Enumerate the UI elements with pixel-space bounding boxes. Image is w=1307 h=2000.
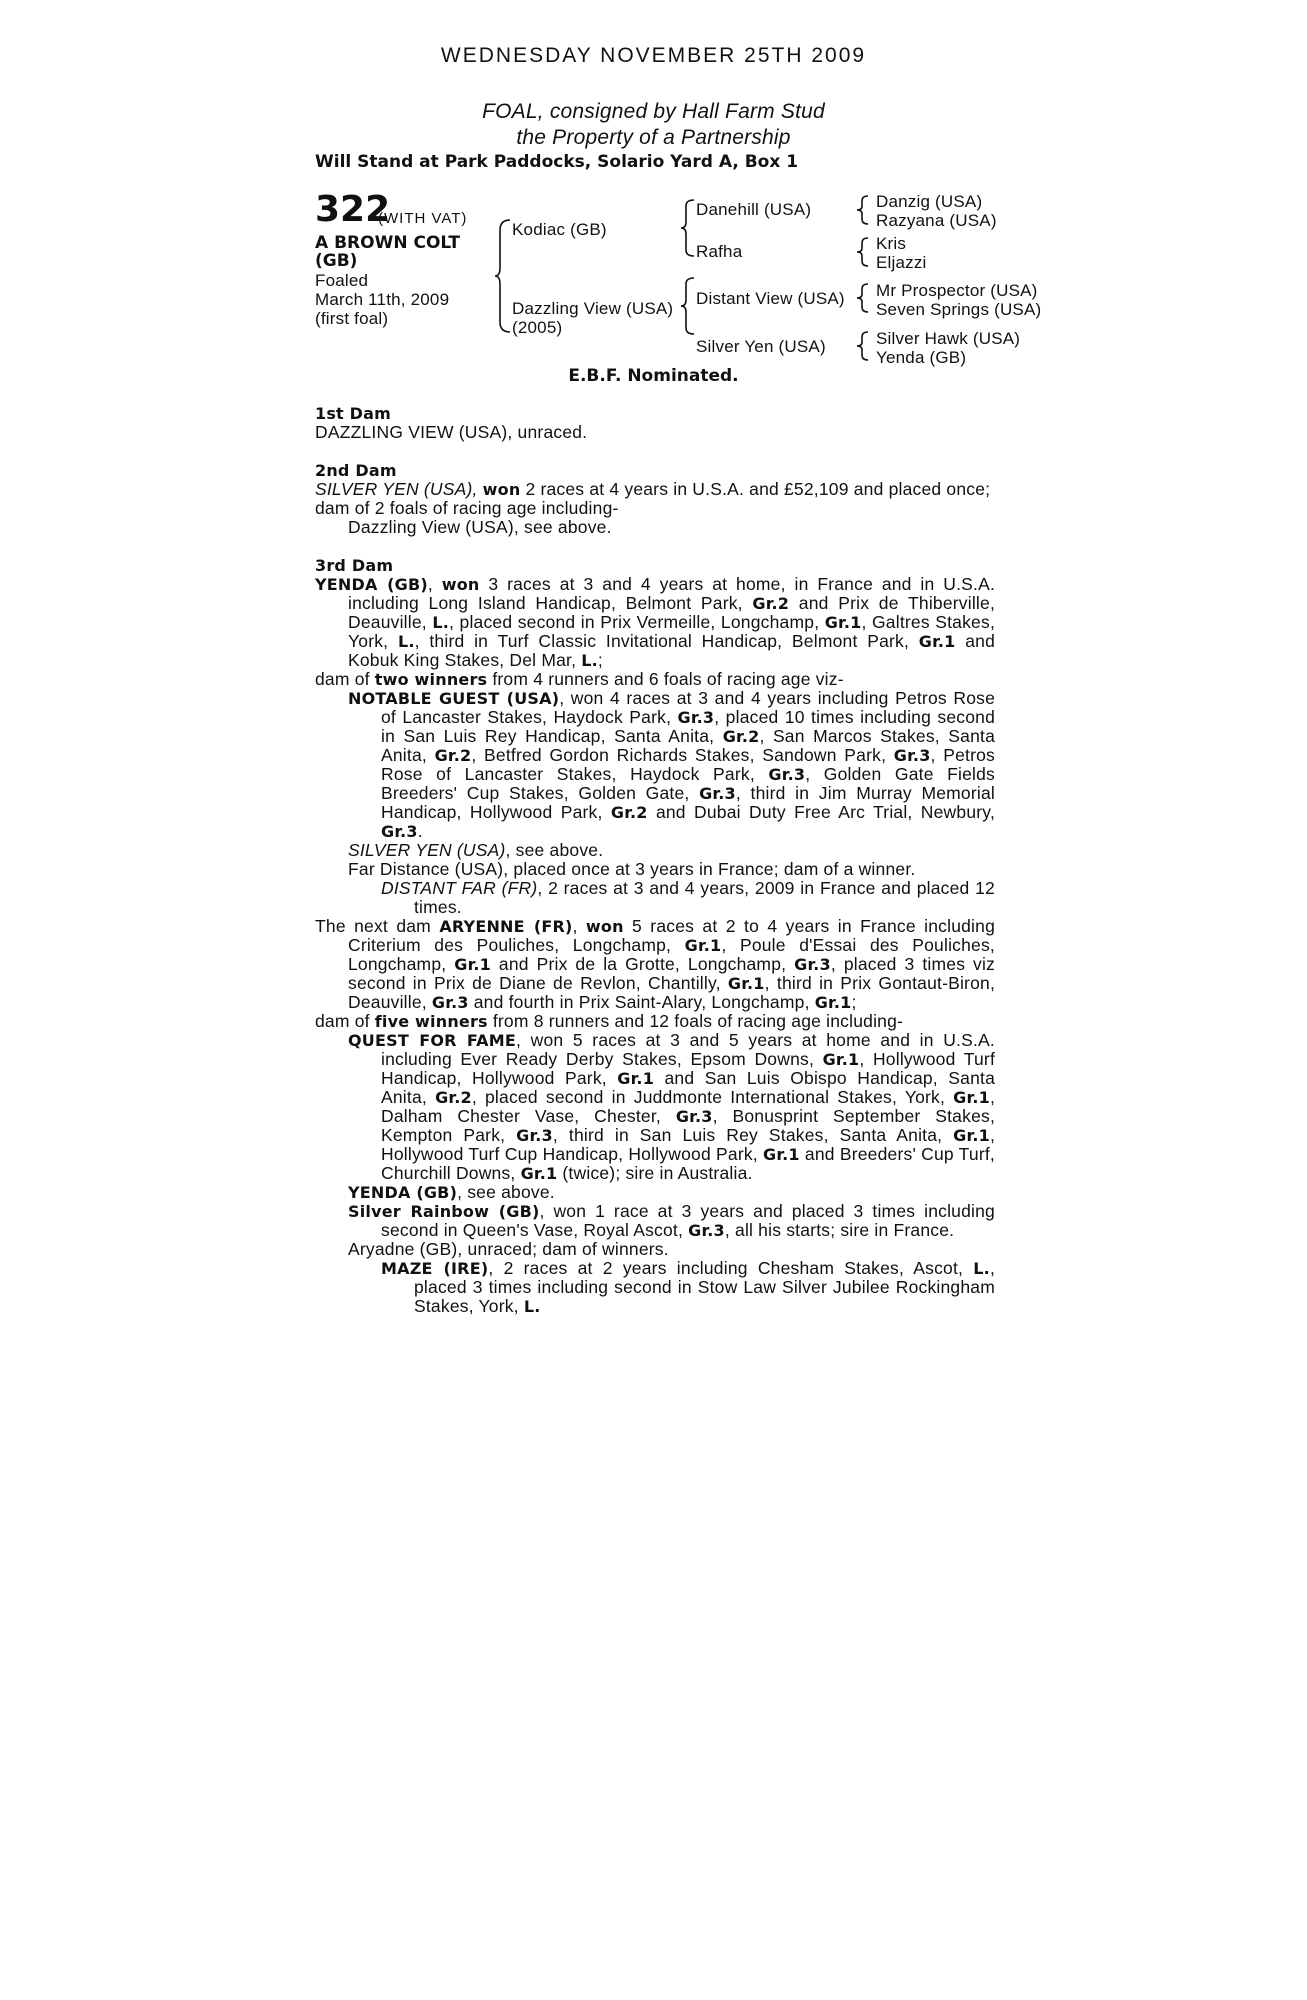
record-text: (twice); sire in Australia. xyxy=(562,1163,753,1183)
grade-label: L. xyxy=(397,632,415,651)
third-dam-name: YENDA (GB) xyxy=(315,575,428,594)
grade-label: Gr.1 xyxy=(953,1126,990,1145)
record-text: , Bonusprint September Stakes, Kempton Park, xyxy=(381,1106,996,1145)
silver-yen-line xyxy=(315,841,995,860)
grade-label: Gr.1 xyxy=(814,993,852,1012)
pedigree-ssd: Razyana (USA) xyxy=(876,211,997,230)
record-text: , Dalham Chester Vase, Chester, xyxy=(381,1087,995,1126)
third-dam-section xyxy=(315,556,995,917)
pedigree-ddd: Yenda (GB) xyxy=(876,348,967,367)
progeny-text: dam of xyxy=(315,1011,370,1031)
next-dam-name: ARYENNE (FR) xyxy=(439,917,573,936)
record-text: , won 4 races at 3 and 4 years including Petros Rose of Lancaster Stakes, Haydock Park, xyxy=(381,688,996,727)
third-dam-record: YENDA (GB), won 3 races at 3 and 4 years at home, in France and in U.S.A. including Long Island Handicap, Belmont Park, Gr.2 and Prix de Thiberville, Deauville, L., placed second in Prix Vermeille, Longchamp, Gr.1, Galtres Stakes, York, L., third in Turf Classic Invitational Handicap, Belmont Park, Gr.1 and Kobuk King Stakes, Del Mar, L.; xyxy=(315,574,996,670)
horse-name: DISTANT FAR (FR) xyxy=(381,878,538,898)
grade-label: Gr.1 xyxy=(454,955,491,974)
record-text: , third in Turf Classic Invitational Handicap, Belmont Park, xyxy=(414,631,910,651)
pedigree-sss: Danzig (USA) xyxy=(876,192,983,211)
record-text: and Dubai Duty Free Arc Trial, Newbury, xyxy=(655,802,996,822)
vat-note: (WITH VAT) xyxy=(378,210,468,227)
grade-label: L. xyxy=(973,1259,990,1278)
record-text: , Galtres Stakes, York, xyxy=(348,612,996,651)
pedigree-sdd: Eljazzi xyxy=(876,253,927,272)
grade-label: Gr.3 xyxy=(768,765,806,784)
record-text: , Petros Rose of Lancaster Stakes, Haydock Park, xyxy=(381,745,996,784)
pedigree-brace-sire xyxy=(680,198,696,260)
grade-label: Gr.3 xyxy=(794,955,831,974)
record-text: , placed 3 times viz second in Prix de Diane de Revlon, Chantilly, xyxy=(348,954,996,993)
record-text: and San Luis Obispo Handicap, Santa Anita, xyxy=(381,1068,996,1107)
quest-for-fame-record xyxy=(315,1031,995,1183)
next-dam-progeny xyxy=(315,1012,995,1031)
progeny-text: from 4 runners and 6 foals of racing age viz- xyxy=(492,669,844,689)
pedigree-dam-dam: Silver Yen (USA) xyxy=(696,337,826,356)
lot-number: 322 xyxy=(315,189,391,230)
foaled-date: March 11th, 2009 xyxy=(315,290,450,309)
record-text: , all his starts; sire in France. xyxy=(724,1220,955,1240)
pedigree-sire: Kodiac (GB) xyxy=(512,220,607,239)
record-text: , placed second in Juddmonte International Stakes, York, xyxy=(471,1087,946,1107)
horse-name: YENDA (GB) xyxy=(348,1183,458,1202)
pedigree-brace-ds xyxy=(856,282,870,314)
grade-label: Gr.2 xyxy=(434,746,472,765)
pedigree-brace-main xyxy=(494,218,512,334)
grade-label: Gr.3 xyxy=(677,708,715,727)
first-dam-text: DAZZLING VIEW (USA), unraced. xyxy=(315,422,588,442)
distant-far-record xyxy=(315,879,995,917)
record-text: , placed 3 times including second in Stow Law Silver Jubilee Rockingham Stakes, York, xyxy=(414,1258,996,1316)
record-text: . xyxy=(417,821,423,841)
record-text: 3 races at 3 and 4 years at home, in France and in U.S.A. including Long Island Handicap, Belmont Park, xyxy=(348,574,996,613)
record-text: , third in Prix Gontaut-Biron, Deauville, xyxy=(348,973,996,1012)
winners-count: five winners xyxy=(374,1012,488,1031)
record-text: , third in San Luis Rey Stakes, Santa Anita, xyxy=(552,1125,943,1145)
third-dam-progeny xyxy=(315,670,995,689)
first-dam-section xyxy=(315,404,995,442)
grade-label: Gr.3 xyxy=(516,1126,553,1145)
won-label: won xyxy=(482,480,521,499)
record-text: , third in Jim Murray Memorial Handicap, Hollywood Park, xyxy=(381,783,996,822)
second-dam-name: SILVER YEN (USA), xyxy=(315,479,478,499)
grade-label: Gr.3 xyxy=(431,993,469,1012)
second-dam-section xyxy=(315,461,995,537)
progeny-text: from 8 runners and 12 foals of racing age including- xyxy=(492,1011,904,1031)
grade-label: L. xyxy=(523,1297,541,1316)
pedigree-sire-sire: Danehill (USA) xyxy=(696,200,812,219)
grade-label: Gr.1 xyxy=(953,1088,990,1107)
third-dam-heading: 3rd Dam xyxy=(315,556,394,575)
grade-label: L. xyxy=(432,613,449,632)
aryadne-line: Aryadne (GB), unraced; dam of winners. xyxy=(348,1239,669,1259)
foaled-label: Foaled xyxy=(315,271,369,290)
grade-label: Gr.1 xyxy=(520,1164,558,1183)
sale-date: WEDNESDAY NOVEMBER 25TH 2009 xyxy=(440,44,867,67)
record-text: , San Marcos Stakes, Santa Anita, xyxy=(381,726,996,765)
grade-label: Gr.3 xyxy=(381,822,418,841)
pedigree-dam-year: (2005) xyxy=(512,318,563,337)
ebf-text: E.B.F. Nominated. xyxy=(568,366,739,386)
pedigree-brace-dd xyxy=(856,330,870,362)
pedigree-dam-sire: Distant View (USA) xyxy=(696,289,845,308)
grade-label: Gr.3 xyxy=(699,784,736,803)
pedigree-dam: Dazzling View (USA) xyxy=(512,299,674,318)
pedigree-dss: Mr Prospector (USA) xyxy=(876,281,1038,300)
winners-count: two winners xyxy=(374,670,488,689)
grade-label: Gr.1 xyxy=(617,1069,655,1088)
record-text: , won 1 race at 3 years and placed 3 times including second in Queen's Vase, Royal Ascot, xyxy=(381,1201,995,1240)
horse-name: Silver Rainbow (GB) xyxy=(348,1202,540,1221)
horse-name: MAZE (IRE) xyxy=(381,1259,489,1278)
record-text: and Prix de Thiberville, Deauville, xyxy=(348,593,996,632)
won-label: won xyxy=(441,575,480,594)
lot-description: A BROWN COLT xyxy=(315,233,461,253)
record-text: , 2 races at 3 and 4 years, 2009 in France and placed 12 times. xyxy=(414,878,995,917)
pedigree-sire-dam: Rafha xyxy=(696,242,743,261)
record-text: , Poule d'Essai des Pouliches, Longchamp, xyxy=(348,935,995,974)
grade-label: Gr.3 xyxy=(893,746,931,765)
won-label: won xyxy=(585,917,624,936)
grade-label: Gr.2 xyxy=(752,594,790,613)
pedigree-brace-sd xyxy=(856,236,870,268)
grade-label: Gr.2 xyxy=(722,727,760,746)
grade-label: Gr.3 xyxy=(675,1107,713,1126)
ownership-line: the Property of a Partnership xyxy=(516,126,791,149)
second-dam-record xyxy=(315,480,995,499)
maze-record xyxy=(315,1259,995,1316)
grade-label: Gr.1 xyxy=(822,1050,860,1069)
grade-label: Gr.2 xyxy=(435,1088,472,1107)
grade-label: Gr.1 xyxy=(763,1145,800,1164)
record-text: , placed 10 times including second in San Luis Rey Handicap, Santa Anita, xyxy=(381,707,996,746)
yenda-line xyxy=(315,1183,995,1202)
pedigree-brace-ss xyxy=(856,194,870,226)
horse-name: QUEST FOR FAME xyxy=(348,1031,517,1050)
far-distance-line: Far Distance (USA), placed once at 3 years in France; dam of a winner. xyxy=(348,859,916,879)
record-text: ; xyxy=(851,992,857,1012)
record-text: and Kobuk King Stakes, Del Mar, xyxy=(348,631,996,670)
foal-note: (first foal) xyxy=(315,309,389,328)
first-dam-heading: 1st Dam xyxy=(315,404,392,423)
grade-label: L. xyxy=(581,651,598,670)
horse-name: NOTABLE GUEST (USA) xyxy=(348,689,560,708)
grade-label: Gr.3 xyxy=(688,1221,725,1240)
pedigree-brace-dam xyxy=(680,276,696,338)
second-dam-heading: 2nd Dam xyxy=(315,461,397,480)
record-text: The next dam xyxy=(315,916,431,936)
record-text: and Breeders' Cup Turf, Churchill Downs, xyxy=(381,1144,995,1183)
next-dam-section xyxy=(315,917,995,1316)
silver-rainbow-record xyxy=(315,1202,995,1240)
pedigree-dds: Silver Hawk (USA) xyxy=(876,329,1021,348)
grade-label: Gr.1 xyxy=(918,632,956,651)
record-text: ; xyxy=(597,650,603,670)
record-text: 5 races at 2 to 4 years in France including Criterium des Pouliches, Longchamp, xyxy=(348,916,996,955)
progeny-text: dam of xyxy=(315,669,370,689)
grade-label: Gr.1 xyxy=(727,974,765,993)
pedigree-sds: Kris xyxy=(876,234,907,253)
record-text: , placed second in Prix Vermeille, Longchamp, xyxy=(449,612,820,632)
second-dam-record-text: 2 races at 4 years in U.S.A. and £52,109 and placed once; xyxy=(525,479,991,499)
record-text: , Golden Gate Fields Breeders' Cup Stakes, Golden Gate, xyxy=(381,764,996,803)
consignor-line: FOAL, consigned by Hall Farm Stud xyxy=(482,100,825,123)
record-text: , Hollywood Turf Handicap, Hollywood Park, xyxy=(381,1049,996,1088)
record-text: , see above. xyxy=(457,1182,555,1202)
second-dam-foal: Dazzling View (USA), see above. xyxy=(348,517,612,537)
record-text: , Betfred Gordon Richards Stakes, Sandown Park, xyxy=(471,745,887,765)
grade-label: Gr.1 xyxy=(684,936,722,955)
second-dam-progeny: dam of 2 foals of racing age including- xyxy=(315,498,619,518)
horse-name: SILVER YEN (USA) xyxy=(348,840,506,860)
record-text: , 2 races at 2 years including Chesham Stakes, Ascot, xyxy=(488,1258,964,1278)
record-text: , Hollywood Turf Cup Handicap, Hollywood Park, xyxy=(381,1125,995,1164)
ebf-nomination xyxy=(0,366,1307,386)
record-text: and Prix de la Grotte, Longchamp, xyxy=(498,954,787,974)
lot-origin: (GB) xyxy=(315,251,358,271)
grade-label: Gr.2 xyxy=(610,803,648,822)
pedigree-dsd: Seven Springs (USA) xyxy=(876,300,1042,319)
notable-guest-record xyxy=(315,689,995,841)
stand-location: Will Stand at Park Paddocks, Solario Yard A, Box 1 xyxy=(315,152,799,172)
record-text: , see above. xyxy=(505,840,604,860)
grade-label: Gr.1 xyxy=(824,613,862,632)
record-text: , won 5 races at 3 and 5 years at home and in U.S.A. including Ever Ready Derby Stakes, Epsom Downs, xyxy=(381,1030,995,1069)
next-dam-record: The next dam ARYENNE (FR), won 5 races at 2 to 4 years in France including Criterium des Pouliches, Longchamp, Gr.1, Poule d'Essai des Pouliches, Longchamp, Gr.1 and Prix de la Grotte, Longchamp, Gr.3, placed 3 times viz second in Prix de Diane de Revlon, Chantilly, Gr.1, third in Prix Gontaut-Biron, Deauville, Gr.3 and fourth in Prix Saint-Alary, Longchamp, Gr.1; xyxy=(315,916,996,1012)
record-text: and fourth in Prix Saint-Alary, Longchamp, xyxy=(473,992,810,1012)
